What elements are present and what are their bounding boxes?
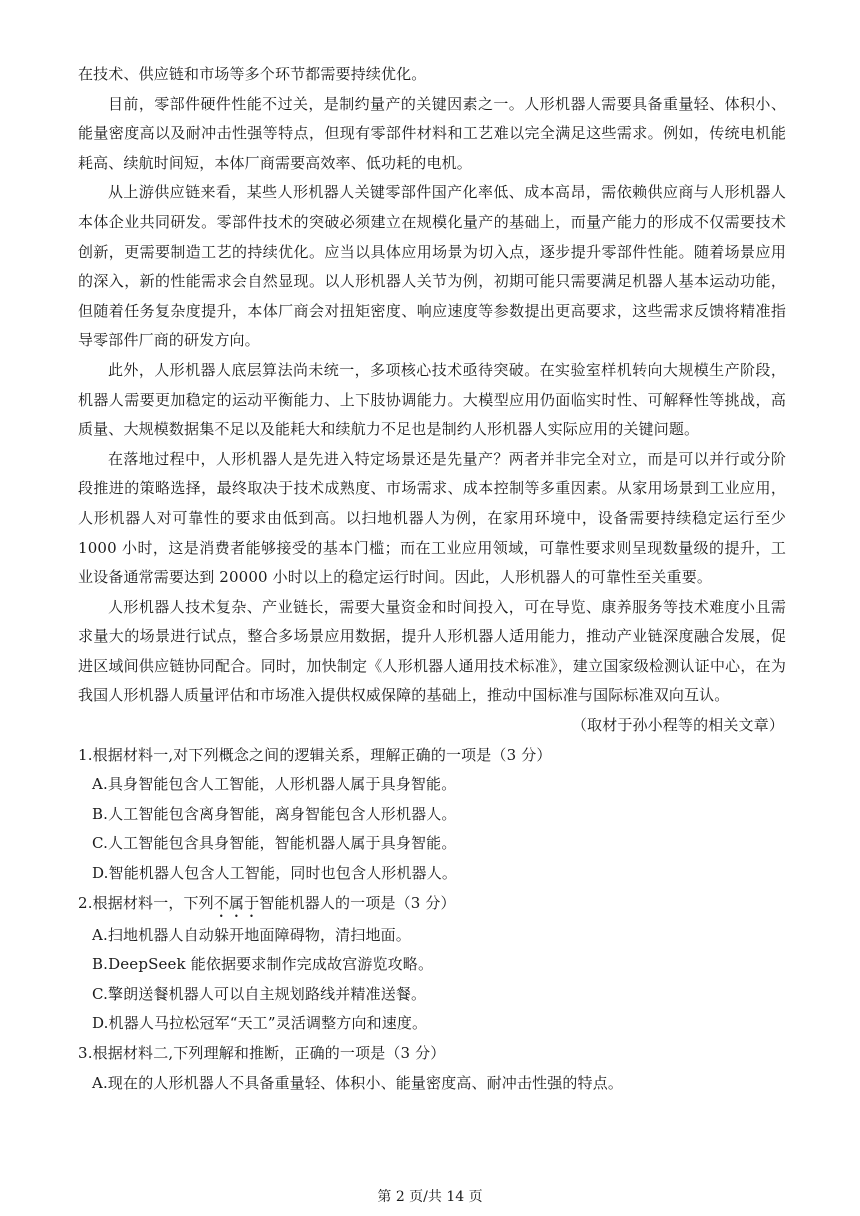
option-d: D.智能机器人包含人工智能，同时也包含人形机器人。: [92, 864, 458, 883]
option-a: A.具身智能包含人工智能，人形机器人属于具身智能。: [92, 775, 457, 794]
paragraph-continuation: 在技术、供应链和市场等多个环节都需要持续优化。: [78, 65, 427, 83]
stem-after: 智能机器人的一项是（3 分）: [259, 893, 456, 912]
emphasized-text: 不属于: [213, 893, 260, 912]
option-d: D.机器人马拉松冠军“天工”灵活调整方向和速度。: [92, 1014, 428, 1033]
option-c: C.人工智能包含具身智能，智能机器人属于具身智能。: [92, 834, 457, 853]
option-b: B.DeepSeek 能依据要求制作完成故宫游览攻略。: [92, 955, 434, 974]
question-1: [78, 741, 786, 889]
paragraph: 此外，人形机器人底层算法尚未统一，多项核心技术亟待突破。在实验室样机转向大规模生产阶段，机器人需要更加稳定的运动平衡能力、上下肢协调能力。大模型应用仍面临实时性、可解释性等挑战，高质量、大规模数据集不足以及能耗大和续航力不足也是制约人形机器人实际应用的关键问题。: [78, 360, 786, 439]
page-content: [78, 60, 786, 1098]
option-a: A.扫地机器人自动躲开地面障碍物，清扫地面。: [92, 925, 411, 944]
paragraph: 在落地过程中，人形机器人是先进入特定场景还是先量产？两者并非完全对立，而是可以并行或分阶段推进的策略选择，最终取决于技术成熟度、市场需求、成本控制等多重因素。从家用场景到工业应用，人形机器人对可靠性的要求由低到高。以扫地机器人为例，在家用环境中，设备需要持续稳定运行至少1000 小时，这是消费者能够接受的基本门槛；而在工业应用领域，可靠性要求则呈现数量级的提升，工业设备通常需要达到 20000 小时以上的稳定运行时间。因此，人形机器人的可靠性至关重要。: [78, 449, 786, 587]
source-note: （取材于孙小程等的相关文章）: [571, 716, 784, 735]
question-stem: 3.根据材料二,下列理解和推断，正确的一项是（3 分）: [78, 1044, 446, 1062]
question-2: [78, 889, 786, 1039]
paragraph: 从上游供应链来看，某些人形机器人关键零部件国产化率低、成本高昂，需依赖供应商与人形机器人本体企业共同研发。零部件技术的突破必须建立在规模化量产的基础上，而量产能力的形成不仅需要技术创新，更需要制造工艺的持续优化。应当以具体应用场景为切入点，逐步提升零部件性能。随着场景应用的深入，新的性能需求会自然显现。以人形机器人关节为例，初期可能只需要满足机器人基本运动功能，但随着任务复杂度提升，本体厂商会对扭矩密度、响应速度等参数提出更高要求，这些需求反馈将精准指导零部件厂商的研发方向。: [78, 183, 786, 350]
option-a: A.现在的人形机器人不具备重量轻、体积小、能量密度高、耐冲击性强的特点。: [92, 1073, 624, 1092]
stem-before: 2.根据材料一，下列: [78, 893, 214, 912]
question-stem: [78, 889, 786, 921]
option-b: B.人工智能包含离身智能，离身智能包含人形机器人。: [92, 804, 457, 823]
page-footer: 第 2 页/共 14 页: [377, 1189, 483, 1205]
question-3: [78, 1039, 786, 1098]
option-c: C.擎朗送餐机器人可以自主规划路线并精准送餐。: [92, 984, 427, 1003]
paragraph: 目前，零部件硬件性能不过关，是制约量产的关键因素之一。人形机器人需要具备重量轻、体积小、能量密度高以及耐冲击性强等特点，但现有零部件材料和工艺难以完全满足这些需求。例如，传统电机能耗高、续航时间短，本体厂商需要高效率、低功耗的电机。: [78, 94, 786, 172]
paragraph: 人形机器人技术复杂、产业链长，需要大量资金和时间投入，可在导览、康养服务等技术难度小且需求量大的场景进行试点，整合多场景应用数据，提升人形机器人适用能力，推动产业链深度融合发展，促进区域间供应链协同配合。同时，加快制定《人形机器人通用技术标准》，建立国家级检测认证中心，在为我国人形机器人质量评估和市场准入提供权威保障的基础上，推动中国标准与国际标准双向互认。: [78, 597, 786, 705]
question-stem: 1.根据材料一,对下列概念之间的逻辑关系，理解正确的一项是（3 分）: [78, 745, 552, 764]
